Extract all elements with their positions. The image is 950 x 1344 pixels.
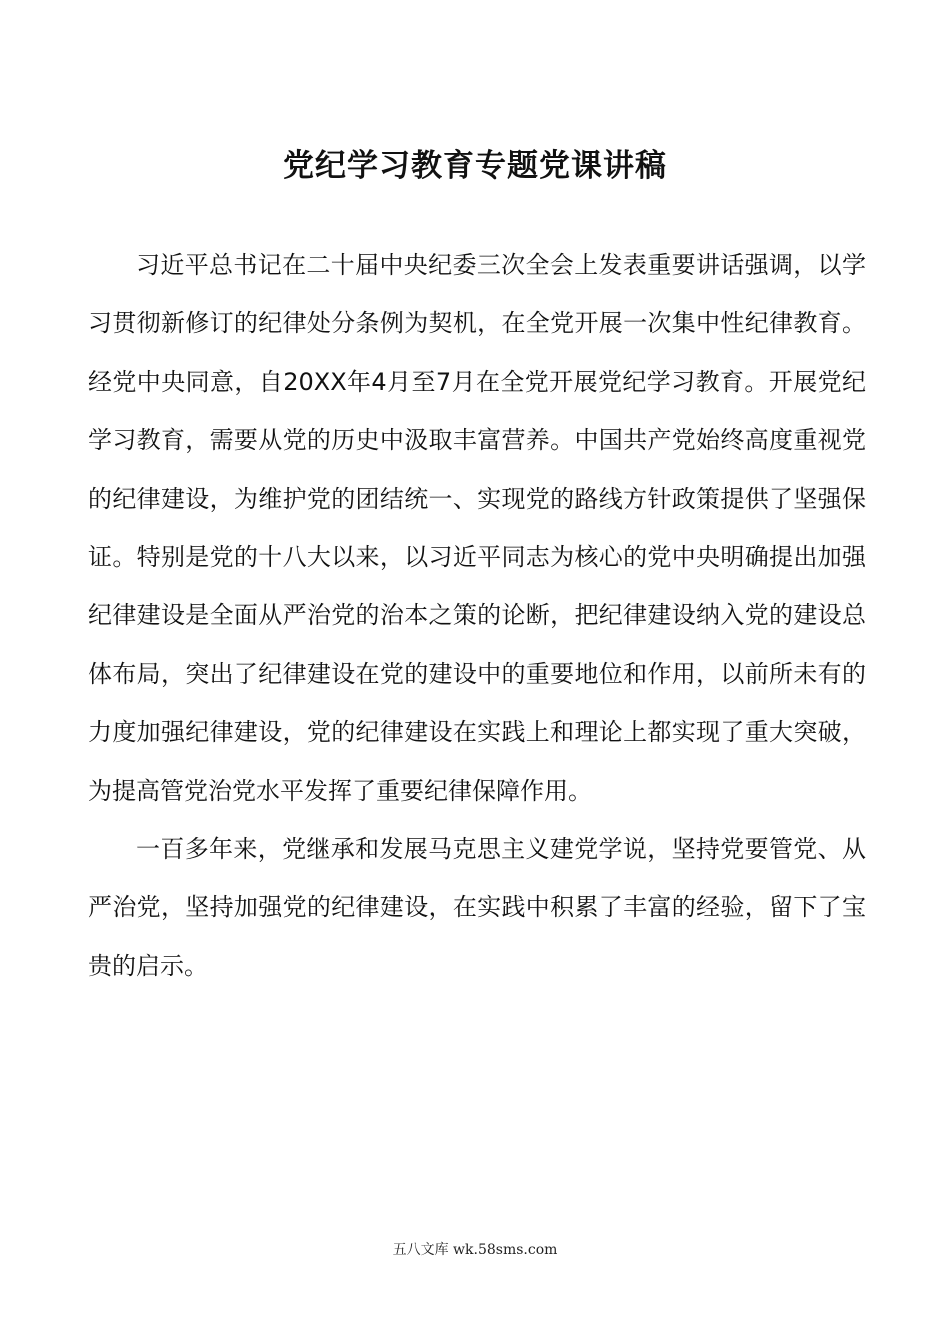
paragraph-2: 一百多年来，党继承和发展马克思主义建党学说，坚持党要管党、从严治党，坚持加强党的纪律建设，在实践中积累了丰富的经验，留下了宝贵的启示。 xyxy=(88,835,866,980)
document-title: 党纪学习教育专题党课讲稿 xyxy=(283,148,667,184)
page-footer: 五八文库 wk.58sms.com xyxy=(392,1242,558,1258)
document-body xyxy=(88,236,866,995)
paragraph-1: 习近平总书记在二十届中央纪委三次全会上发表重要讲话强调，以学习贯彻新修订的纪律处分条例为契机，在全党开展一次集中性纪律教育。经党中央同意，自20XX年4月至7月在全党开展党纪学习教育。开展党纪学习教育，需要从党的历史中汲取丰富营养。中国共产党始终高度重视党的纪律建设，为维护党的团结统一、实现党的路线方针政策提供了坚强保证。特别是党的十八大以来，以习近平同志为核心的党中央明确提出加强纪律建设是全面从严治党的治本之策的论断，把纪律建设纳入党的建设总体布局，突出了纪律建设在党的建设中的重要地位和作用，以前所未有的力度加强纪律建设，党的纪律建设在实践上和理论上都实现了重大突破，为提高管党治党水平发挥了重要纪律保障作用。 xyxy=(88,251,866,805)
